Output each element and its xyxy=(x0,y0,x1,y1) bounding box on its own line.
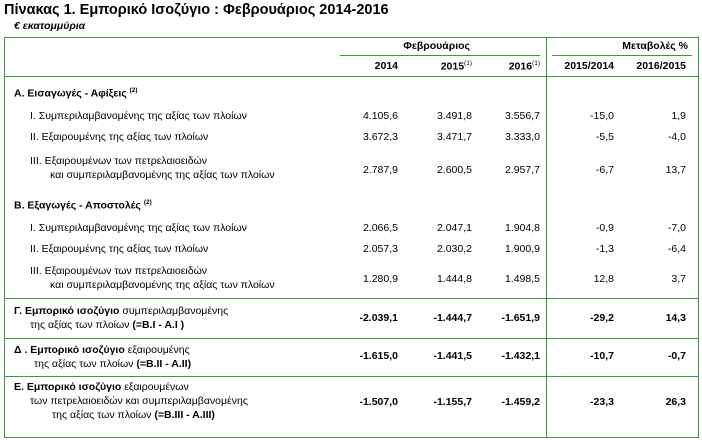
balance-d-formula: (=B.II - A.II) xyxy=(136,358,192,370)
header-col-change-2016-2015: 2016/2015 xyxy=(636,60,686,72)
section-b-row-3-label-cont: και συμπεριλαμβανομένης της αξίας των πλοίων xyxy=(50,279,275,291)
section-b-row-2-2015: 2.030,2 xyxy=(436,243,472,255)
balance-e-formula: (=B.III - A.III) xyxy=(154,409,215,421)
balance-e-label-cont-2: της αξίας των πλοίων (=B.III - A.III) xyxy=(52,409,215,421)
section-a-row-2-change-2: -4,0 xyxy=(667,131,686,143)
header-col-2016: 2016$^{(1)}$ xyxy=(508,60,540,73)
group-line-february xyxy=(340,55,540,56)
balance-g-label-cont: της αξίας των πλοίων (=B.I - A.I ) xyxy=(30,319,185,331)
balance-d-label: Δ . Εμπορικό ισοζύγιο εξαιρουμένης xyxy=(14,344,190,356)
section-divider-d xyxy=(4,338,699,339)
balance-g-formula: (=B.I - A.I ) xyxy=(132,319,185,331)
header-group-february: Φεβρουάριος xyxy=(403,40,470,52)
section-b-row-3-2014: 1.280,9 xyxy=(362,273,398,285)
section-a-row-3-label: III. Εξαιρουμένων των πετρελαιοειδών xyxy=(30,155,208,167)
unit-subtitle: € εκατομμύρια xyxy=(14,20,86,32)
section-b-row-2-change-2: -6,4 xyxy=(667,243,686,255)
balance-d-2014: -1.615,0 xyxy=(359,350,398,362)
section-divider-g xyxy=(4,298,699,299)
section-a-row-1-2014: 4.105,6 xyxy=(362,110,398,122)
section-b-row-3-change-2: 3,7 xyxy=(671,273,686,285)
section-a-row-2-label: II. Εξαιρουμένης της αξίας των πλοίων xyxy=(30,131,209,143)
section-b-row-3-2016: 1.498,5 xyxy=(504,273,540,285)
section-b-row-1-2016: 1.904,8 xyxy=(504,222,540,234)
balance-d-2015: -1.441,5 xyxy=(433,350,472,362)
balance-e-2016: -1.459,2 xyxy=(501,396,540,408)
table-title: Πίνακας 1. Εμπορικό Ισοζύγιο : Φεβρουάριος 2014-2016 xyxy=(4,2,389,18)
section-a-row-1-change-2: 1,9 xyxy=(671,110,686,122)
section-a-row-3-2016: 2.957,7 xyxy=(504,164,540,176)
section-a-row-2-2016: 3.333,0 xyxy=(504,131,540,143)
balance-e-label-cont: των πετρελαιοειδών και συμπεριλαμβανομένης xyxy=(30,395,248,407)
section-a-row-1-2016: 3.556,7 xyxy=(504,110,540,122)
section-a-row-1-change-1: -15,0 xyxy=(590,110,614,122)
section-b-row-3-change-1: 12,8 xyxy=(593,273,614,285)
balance-g-change-2: 14,3 xyxy=(665,312,686,324)
balance-d-2016: -1.432,1 xyxy=(501,350,540,362)
balance-g-label: Γ. Εμπορικό ισοζύγιο συμπεριλαμβανομένης xyxy=(14,305,229,317)
left-border xyxy=(4,38,5,438)
balance-d-label-cont: της αξίας των πλοίων (=B.II - A.II) xyxy=(34,358,192,370)
balance-d-change-2: -0,7 xyxy=(667,350,686,362)
header-col-2014: 2014 xyxy=(374,60,398,72)
section-b-row-2-label: II. Εξαιρουμένης της αξίας των πλοίων xyxy=(30,243,209,255)
balance-e-2014: -1.507,0 xyxy=(359,396,398,408)
balance-d-change-1: -10,7 xyxy=(590,350,614,362)
section-a-row-3-change-1: -6,7 xyxy=(595,164,614,176)
balance-g-2014: -2.039,1 xyxy=(359,312,398,324)
section-a-row-1-label: I. Συμπεριλαμβανομένης της αξίας των πλοίων xyxy=(30,110,247,122)
section-b-row-1-change-1: -0,9 xyxy=(595,222,614,234)
header-note-2015: (1) xyxy=(464,60,472,67)
bottom-rule xyxy=(4,437,699,438)
section-b-row-1-2014: 2.066,5 xyxy=(362,222,398,234)
section-a-note: (2) xyxy=(129,87,138,94)
top-rule xyxy=(4,37,699,38)
header-col-2015: 2015$^{(1)}$ xyxy=(440,60,472,73)
section-b-note: (2) xyxy=(143,199,152,206)
balance-e-2015: -1.155,7 xyxy=(433,396,472,408)
balance-g-change-1: -29,2 xyxy=(590,312,614,324)
balance-g-2015: -1.444,7 xyxy=(433,312,472,324)
section-b-row-1-label: I. Συμπεριλαμβανομένης της αξίας των πλοίων xyxy=(30,222,247,234)
section-b-title: Β. Εξαγωγές - Αποστολές $^{(2)}$ xyxy=(14,199,152,212)
header-note-2016: (1) xyxy=(532,60,540,67)
section-b-row-2-2016: 1.900,9 xyxy=(504,243,540,255)
header-group-change: Μεταβολές % xyxy=(622,40,688,52)
section-b-row-3-2015: 1.444,8 xyxy=(436,273,472,285)
section-a-title: Α. Εισαγωγές - Αφίξεις $^{(2)}$ xyxy=(14,87,138,100)
section-b-row-2-change-1: -1,3 xyxy=(595,243,614,255)
section-divider-e xyxy=(4,376,699,377)
section-b-row-1-change-2: -7,0 xyxy=(667,222,686,234)
header-rule xyxy=(4,76,699,77)
balance-e-label: Ε. Εμπορικό ισοζύγιο εξαιρουμένων xyxy=(14,381,189,393)
header-col-change-2015-2014: 2015/2014 xyxy=(564,60,614,72)
section-b-row-3-label: III. Εξαιρουμένων των πετρελαιοειδών xyxy=(30,265,208,277)
section-b-row-1-2015: 2.047,1 xyxy=(436,222,472,234)
section-a-row-3-label-cont: και συμπεριλαμβανομένης της αξίας των πλοίων xyxy=(50,169,275,181)
group-line-change xyxy=(552,55,692,56)
section-a-row-2-change-1: -5,5 xyxy=(595,131,614,143)
section-a-row-2-2015: 3.471,7 xyxy=(436,131,472,143)
balance-g-2016: -1.651,9 xyxy=(501,312,540,324)
balance-e-change-1: -23,3 xyxy=(590,396,614,408)
section-a-row-3-change-2: 13,7 xyxy=(665,164,686,176)
balance-e-change-2: 26,3 xyxy=(665,396,686,408)
section-a-row-3-2014: 2.787,9 xyxy=(362,164,398,176)
section-a-row-1-2015: 3.491,8 xyxy=(436,110,472,122)
section-a-row-3-2015: 2.600,5 xyxy=(436,164,472,176)
right-border xyxy=(698,38,699,438)
column-separator xyxy=(546,38,547,438)
section-b-row-2-2014: 2.057,3 xyxy=(362,243,398,255)
section-a-row-2-2014: 3.672,3 xyxy=(362,131,398,143)
